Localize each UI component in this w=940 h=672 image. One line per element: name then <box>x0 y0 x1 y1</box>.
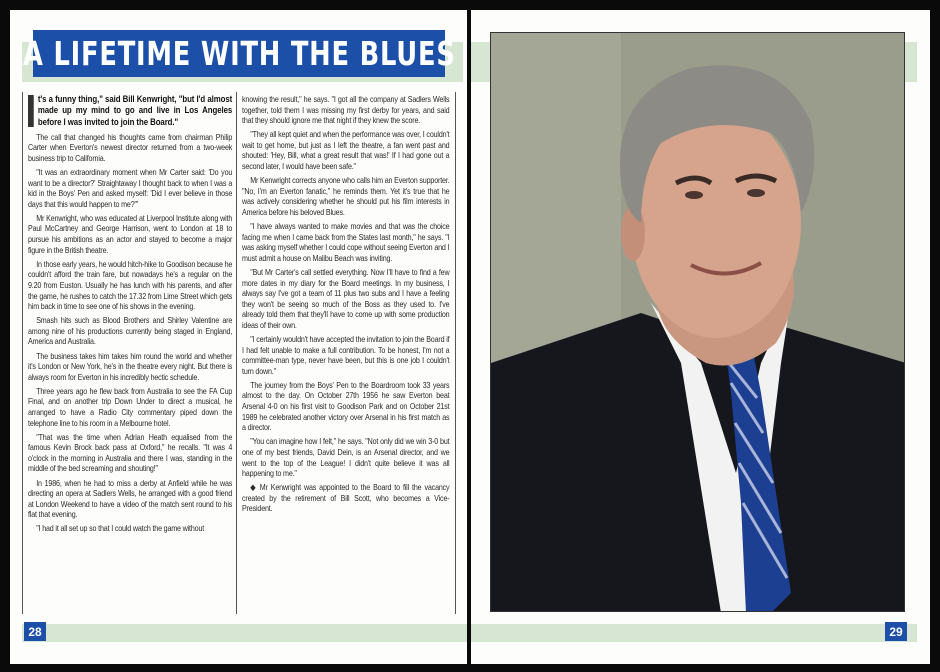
paragraph: Smash hits such as Blood Brothers and Shirley Valentine are among nine of his productions currently being staged in England, America and Australia. <box>28 315 233 347</box>
article-title <box>22 30 456 77</box>
column-rule <box>22 92 23 614</box>
paragraph: "You can imagine how I felt," he says. "Not only did we win 3-0 but one of my best friends, David Dein, is an Arsenal director, and we went to the top of the League! I didn't quite believe it was all happening to me." <box>242 436 450 479</box>
paragraph: ◆ Mr Kenwright was appointed to the Board to fill the vacancy created by the retirement of Bill Scott, who becomes a Vice-President. <box>242 482 450 514</box>
portrait-photo <box>490 32 905 612</box>
column-rule <box>236 92 237 614</box>
lead-paragraph: t's a funny thing," said Bill Kenwright, "but I'd almost made up my mind to go and live in Los Angeles before I was invited to join the Board." <box>28 94 232 128</box>
paragraph: "I certainly wouldn't have accepted the invitation to join the Board if I had felt unable to make a full contribution. To be honest, I'm not a committee-man type, never have been, but this is one job I couldn't turn down." <box>242 333 450 376</box>
paragraph: "I had it all set up so that I could watch the game without <box>36 523 205 534</box>
paragraph: Three years ago he flew back from Australia to see the FA Cup Final, and on another trip Down Under to direct a musical, he arranged to have a Radio City commentary piped down the telephone line to his room in a Melbourne hotel. <box>28 385 233 428</box>
page-number-left: 28 <box>24 622 46 641</box>
footer-band <box>22 624 467 642</box>
paragraph: "It was an extraordinary moment when Mr Carter said: 'Do you want to be a director?' Straightaway I thought back to when I was a kid in the Boys' Pen and asked myself: 'Did I ever believe in those days that this would happen to me?'" <box>28 167 233 209</box>
right-page <box>471 10 930 664</box>
paragraph: In 1986, when he had to miss a derby at Anfield while he was directing an opera at Sadlers Wells, he arranged with a good friend at London Weekend to have a video of the match sent round to his flat that evening. <box>28 477 233 520</box>
article-title-text: A LIFETIME WITH THE BLUES <box>22 34 456 73</box>
paragraph: The business takes him takes him round the world and whether it's London or New York, he's in the theatre every night. But there is always room for Everton in his incredibly hectic schedule. <box>28 350 233 382</box>
paragraph: "That was the time when Adrian Heath equalised from the famous Kevin Brock back pass at Oxford," he recalls. "It was 4 o'clock in the morning in Australia and there I was, standing in the middle of the bed screaming and shouting!" <box>28 431 233 474</box>
paragraph: The call that changed his thoughts came from chairman Philip Carter when Everton's newest director returned from a two-week business trip to California. <box>28 131 233 163</box>
paragraph: The journey from the Boys' Pen to the Boardroom took 33 years almost to the day. On October 27th 1956 he saw Everton beat Arsenal 4-0 on his first visit to Goodison Park and on October 21st 1989 he celebrated another victory over Arsenal in his first match as a director. <box>242 379 450 433</box>
paragraph: "I have always wanted to make movies and that was the choice facing me when I came back from the States last month," he says. "I was asking myself whether I could cope without seeing Everton and I must admit a house on Malibu Beach was inviting. <box>242 221 450 263</box>
page-number-right: 29 <box>885 622 907 641</box>
paragraph: "But Mr Carter's call settled everything. Now I'll have to find a few more dates in my diary for the Board meetings. In my business, I always say I've got a team of 11 plus two subs and I have a feeling they won't be seeing so much of the Boss as they used to. I've already told them that they'll have to come up with some production ideas of their own. <box>242 266 450 330</box>
left-page <box>10 10 467 664</box>
column-rule <box>455 92 456 614</box>
footer-band <box>471 624 917 642</box>
drop-cap-i <box>28 95 34 127</box>
paragraph: Mr Kenwright, who was educated at Liverpool Institute along with Paul McCartney and George Harrison, went to London at 18 to pursue his ambitions as an actor and stayed to become a major figure in the British theatre. <box>28 212 233 255</box>
article-column-2 <box>242 94 449 517</box>
paragraph: Mr Kenwright corrects anyone who calls him an Everton supporter. "No, I'm an Everton fanatic," he reminds them. Yet it's true that he was actively considering whether he should put his film interests in America before his beloved Blues. <box>242 175 450 217</box>
paragraph: In those early years, he would hitch-hike to Goodison because he couldn't afford the train fare, but nowadays he's a regular on the 9.20 from Euston. Usually he has lunch with his parents, and after the game, he rushes to catch the 17.32 from Lime Street which gets him back in time to see one of his shows in the evening. <box>28 258 233 312</box>
paragraph: "They all kept quiet and when the performance was over, I couldn't wait to get home, but just as I left the theatre, a fan went past and shouted: 'Hey, Bill, what a great result that was!' If I had gone out a second later, I would have been safe." <box>242 129 450 172</box>
paragraph: knowing the result," he says. "I got all the company at Sadlers Wells together, told them I was missing my first derby for years, and said that they should ignore me that night if they knew the score. <box>242 94 450 126</box>
article-column-1 <box>28 94 232 538</box>
